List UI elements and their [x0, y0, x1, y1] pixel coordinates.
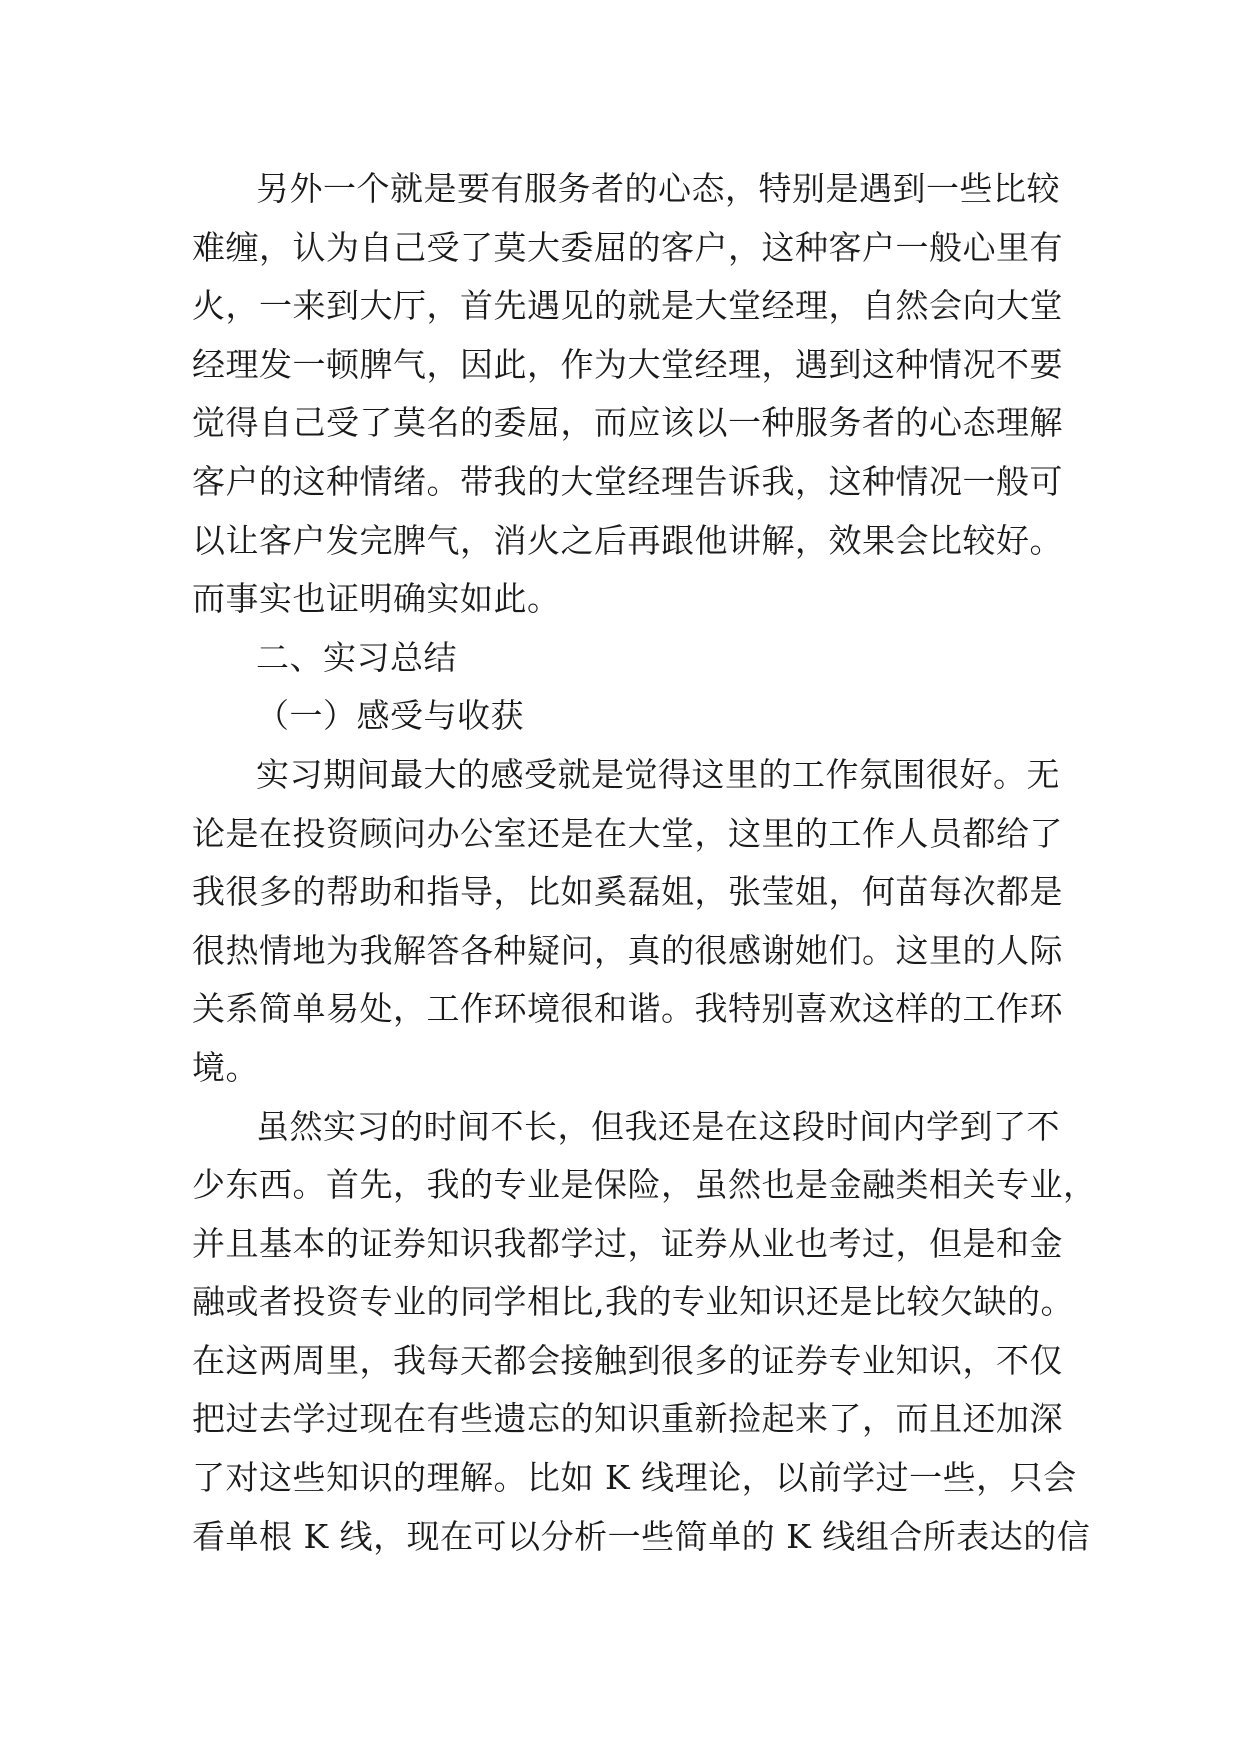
section-heading: 二、实习总结 — [256, 637, 457, 677]
text-line: 我很多的帮助和指导，比如奚磊姐，张莹姐，何苗每次都是 — [192, 872, 1063, 912]
body-text — [192, 160, 1097, 1566]
text-line: 把过去学过现在有些遗忘的知识重新捡起来了，而且还加深 — [192, 1399, 1063, 1439]
text-line: 火，一来到大厅，首先遇见的就是大堂经理，自然会向大堂 — [192, 286, 1063, 326]
text-line: 觉得自己受了莫名的委屈，而应该以一种服务者的心态理解 — [192, 403, 1063, 443]
text-line: 在这两周里，我每天都会接触到很多的证券专业知识，不仅 — [192, 1340, 1063, 1380]
text-line: 论是在投资顾问办公室还是在大堂，这里的工作人员都给了 — [192, 813, 1063, 853]
text-line: 融或者投资专业的同学相比,我的专业知识还是比较欠缺的。 — [192, 1282, 1074, 1322]
text-line: 实习期间最大的感受就是觉得这里的工作氛围很好。无 — [256, 754, 1060, 794]
text-line: 另外一个就是要有服务者的心态，特别是遇到一些比较 — [256, 169, 1060, 208]
text-line: 境。 — [192, 1047, 259, 1087]
text-line: 看单根 K 线，现在可以分析一些简单的 K 线组合所表达的信 — [192, 1516, 1091, 1556]
text-line: 以让客户发完脾气，消火之后再跟他讲解，效果会比较好。 — [192, 520, 1063, 560]
text-line: 关系简单易处，工作环境很和谐。我特别喜欢这样的工作环 — [192, 989, 1063, 1029]
text-line: 了对这些知识的理解。比如 K 线理论，以前学过一些，只会 — [192, 1458, 1077, 1498]
text-line: 并且基本的证券知识我都学过，证券从业也考过，但是和金 — [192, 1223, 1063, 1263]
text-line: 经理发一顿脾气，因此，作为大堂经理，遇到这种情况不要 — [192, 344, 1063, 384]
text-line: 客户的这种情绪。带我的大堂经理告诉我，这种情况一般可 — [192, 461, 1063, 501]
text-line: 虽然实习的时间不长，但我还是在这段时间内学到了不 — [256, 1106, 1060, 1146]
text-line: 难缠，认为自己受了莫大委屈的客户，这种客户一般心里有 — [192, 227, 1063, 267]
subsection-heading: （一）感受与收获 — [256, 696, 524, 736]
text-line: 很热情地为我解答各种疑问，真的很感谢她们。这里的人际 — [192, 930, 1063, 970]
text-line: 少东西。首先，我的专业是保险，虽然也是金融类相关专业， — [192, 1165, 1097, 1205]
text-line: 而事实也证明确实如此。 — [192, 579, 561, 619]
